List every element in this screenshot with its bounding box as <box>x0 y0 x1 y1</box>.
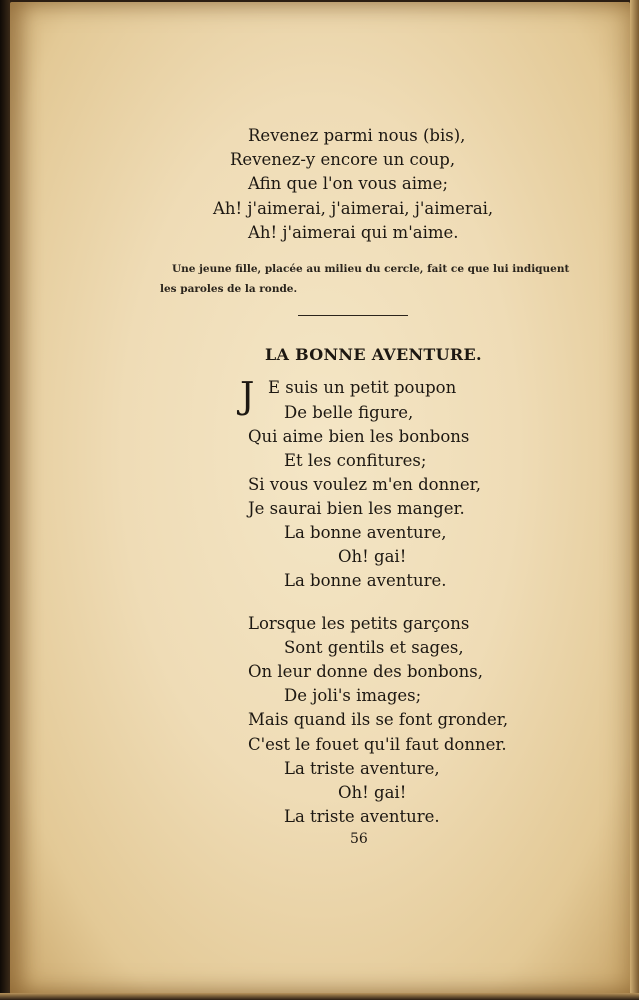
verse2-line-8: Oh! gai! <box>338 783 407 802</box>
stage-note-line-2: les paroles de la ronde. <box>160 283 298 295</box>
verse1-line-3: Qui aime bien les bonbons <box>248 427 470 446</box>
verse2-line-1: Lorsque les petits garçons <box>248 614 470 633</box>
drop-cap-letter: J <box>240 376 255 417</box>
verse2-line-2: Sont gentils et sages, <box>284 638 464 657</box>
song-title: LA BONNE AVENTURE. <box>265 345 482 364</box>
intro-line-5: Ah! j'aimerai qui m'aime. <box>248 223 459 242</box>
intro-line-4: Ah! j'aimerai, j'aimerai, j'aimerai, <box>213 199 494 218</box>
book-binding <box>0 0 10 1000</box>
intro-line-3: Afin que l'on vous aime; <box>248 174 448 193</box>
intro-line-2: Revenez-y encore un coup, <box>230 150 456 169</box>
verse1-line-4: Et les confitures; <box>284 451 427 470</box>
verse1-line-6: Je saurai bien les manger. <box>248 499 465 518</box>
verse1-line-1: E suis un petit poupon <box>268 378 457 397</box>
verse1-line-2: De belle figure, <box>284 403 414 422</box>
verse2-line-5: Mais quand ils se font gronder, <box>248 710 509 729</box>
verse2-line-3: On leur donne des bonbons, <box>248 662 483 681</box>
stage-note-line-1: Une jeune fille, placée au milieu du cercle, fait ce que lui indiquent <box>172 263 570 275</box>
verse2-line-9: La triste aventure. <box>284 807 440 826</box>
verse2-line-4: De joli's images; <box>284 686 422 705</box>
verse1-line-8: Oh! gai! <box>338 547 407 566</box>
verse1-line-5: Si vous voulez m'en donner, <box>248 475 481 494</box>
page-number: 56 <box>350 831 368 847</box>
intro-line-1: Revenez parmi nous (bis), <box>248 126 466 145</box>
verse1-line-9: La bonne aventure. <box>284 571 447 590</box>
section-divider <box>298 315 408 316</box>
verse2-line-6: C'est le fouet qu'il faut donner. <box>248 735 507 754</box>
verse2-line-7: La triste aventure, <box>284 759 440 778</box>
verse1-line-7: La bonne aventure, <box>284 523 447 542</box>
page-edge-right <box>630 0 639 1000</box>
page-edge-bottom <box>0 993 639 1000</box>
